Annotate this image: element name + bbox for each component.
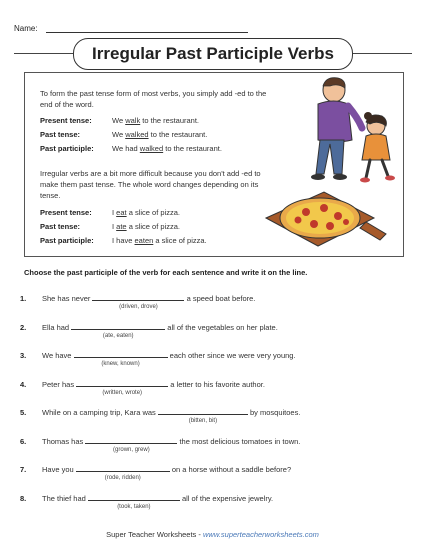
example-verb: walked bbox=[125, 130, 149, 139]
answer-blank[interactable] bbox=[74, 350, 168, 358]
question-text-before: While on a camping trip, Kara was bbox=[42, 408, 156, 417]
question-text-before: The thief had bbox=[42, 493, 86, 503]
pizza-on-board-icon bbox=[262, 188, 390, 254]
question-row bbox=[20, 322, 278, 332]
question-number: 7. bbox=[20, 465, 27, 474]
question-text-before: Have you bbox=[42, 465, 74, 474]
father-daughter-walking-icon bbox=[296, 74, 404, 192]
question-number: 2. bbox=[20, 322, 27, 332]
example-label: Past participle: bbox=[40, 236, 94, 245]
example-label: Past tense: bbox=[40, 130, 81, 139]
verb-choices: (took, taken) bbox=[117, 503, 151, 510]
verb-choices: (knew, known) bbox=[101, 361, 140, 367]
question-number: 3. bbox=[20, 351, 27, 360]
question-number: 8. bbox=[20, 493, 27, 503]
question-row bbox=[20, 464, 291, 474]
example-post: a slice of pizza. bbox=[153, 236, 207, 245]
question-row bbox=[20, 493, 273, 503]
question-text-after: all of the vegetables on her plate. bbox=[167, 322, 278, 332]
example-pre: I have bbox=[112, 236, 135, 245]
example-verb: eaten bbox=[134, 236, 154, 245]
verb-choices: (bitten, bit) bbox=[188, 418, 218, 424]
example-sentence bbox=[112, 208, 180, 217]
page-title: Irregular Past Participle Verbs bbox=[73, 38, 353, 70]
name-field[interactable] bbox=[46, 32, 248, 33]
example-verb: walk bbox=[125, 116, 141, 125]
question-text-after: a letter to his favorite author. bbox=[170, 379, 265, 389]
example-pre: I bbox=[112, 222, 117, 231]
example-sentence bbox=[112, 144, 222, 153]
example-pre: We had bbox=[112, 144, 140, 153]
question-text-after: a speed boat before. bbox=[186, 294, 256, 303]
example-post: to the restaurant. bbox=[163, 144, 222, 153]
example-pre: We bbox=[112, 116, 126, 125]
answer-blank[interactable] bbox=[76, 464, 170, 472]
question-text-before: She has never bbox=[42, 294, 91, 303]
answer-blank[interactable] bbox=[92, 293, 184, 301]
question-number: 1. bbox=[20, 294, 27, 303]
question-text-before: Ella had bbox=[42, 322, 70, 332]
example-sentence bbox=[112, 130, 207, 139]
footer-url[interactable]: www.superteacherworksheets.com bbox=[202, 530, 319, 539]
example-sentence bbox=[112, 222, 180, 231]
question-text-before: We have bbox=[42, 351, 72, 360]
name-label: Name: bbox=[14, 24, 38, 33]
example-label: Past tense: bbox=[40, 222, 81, 231]
answer-blank[interactable] bbox=[71, 322, 165, 330]
answer-blank[interactable] bbox=[158, 407, 248, 415]
footer-text: Super Teacher Worksheets - bbox=[106, 530, 203, 539]
answer-blank[interactable] bbox=[88, 493, 180, 501]
example-label: Past participle: bbox=[40, 144, 94, 153]
question-text-after: on a horse without a saddle before? bbox=[171, 465, 292, 474]
intro-paragraph-1: To form the past tense form of most verbs, you simply add -ed to the end of the word. bbox=[40, 89, 267, 109]
example-verb: ate bbox=[116, 222, 127, 231]
verb-choices: (driven, drove) bbox=[119, 304, 158, 310]
verb-choices: (written, wrote) bbox=[102, 389, 143, 396]
question-number: 6. bbox=[20, 436, 27, 446]
example-verb: walked bbox=[139, 144, 164, 153]
example-sentence bbox=[112, 116, 199, 125]
question-row bbox=[20, 436, 300, 446]
question-number: 4. bbox=[20, 379, 27, 389]
verb-choices: (ate, eaten) bbox=[102, 332, 134, 339]
answer-blank[interactable] bbox=[76, 379, 168, 387]
instructions: Choose the past participle of the verb for each sentence and write it on the line. bbox=[24, 268, 308, 277]
question-text-after: each other since we were very young. bbox=[169, 351, 296, 360]
answer-blank[interactable] bbox=[85, 436, 177, 444]
example-pre: We bbox=[112, 130, 126, 139]
question-row bbox=[20, 293, 255, 303]
question-number: 5. bbox=[20, 408, 27, 417]
question-text-after: the most delicious tomatoes in town. bbox=[179, 436, 301, 446]
question-text-before: Peter has bbox=[42, 379, 75, 389]
question-text-after: all of the expensive jewelry. bbox=[181, 493, 274, 503]
example-sentence bbox=[112, 236, 207, 245]
example-post: a slice of pizza. bbox=[126, 208, 180, 217]
question-text-before: Thomas has bbox=[42, 436, 84, 446]
verb-choices: (grown, grew) bbox=[113, 446, 150, 453]
example-label: Present tense: bbox=[40, 208, 92, 217]
example-label: Present tense: bbox=[40, 116, 92, 125]
example-post: to the restaurant. bbox=[140, 116, 200, 125]
footer bbox=[0, 530, 425, 539]
example-verb: eat bbox=[116, 208, 127, 217]
verb-choices: (rode, ridden) bbox=[104, 475, 141, 481]
intro-paragraph-2: Irregular verbs are a bit more difficult because you don't add -ed to make them past tense. The whole word changes depending on its tense. bbox=[40, 169, 261, 200]
example-post: to the restaurant. bbox=[148, 130, 208, 139]
question-row bbox=[20, 379, 265, 389]
example-pre: I bbox=[112, 208, 117, 217]
question-row bbox=[20, 407, 300, 417]
question-row bbox=[20, 350, 296, 360]
example-post: a slice of pizza. bbox=[126, 222, 180, 231]
question-text-after: by mosquitoes. bbox=[250, 408, 301, 417]
